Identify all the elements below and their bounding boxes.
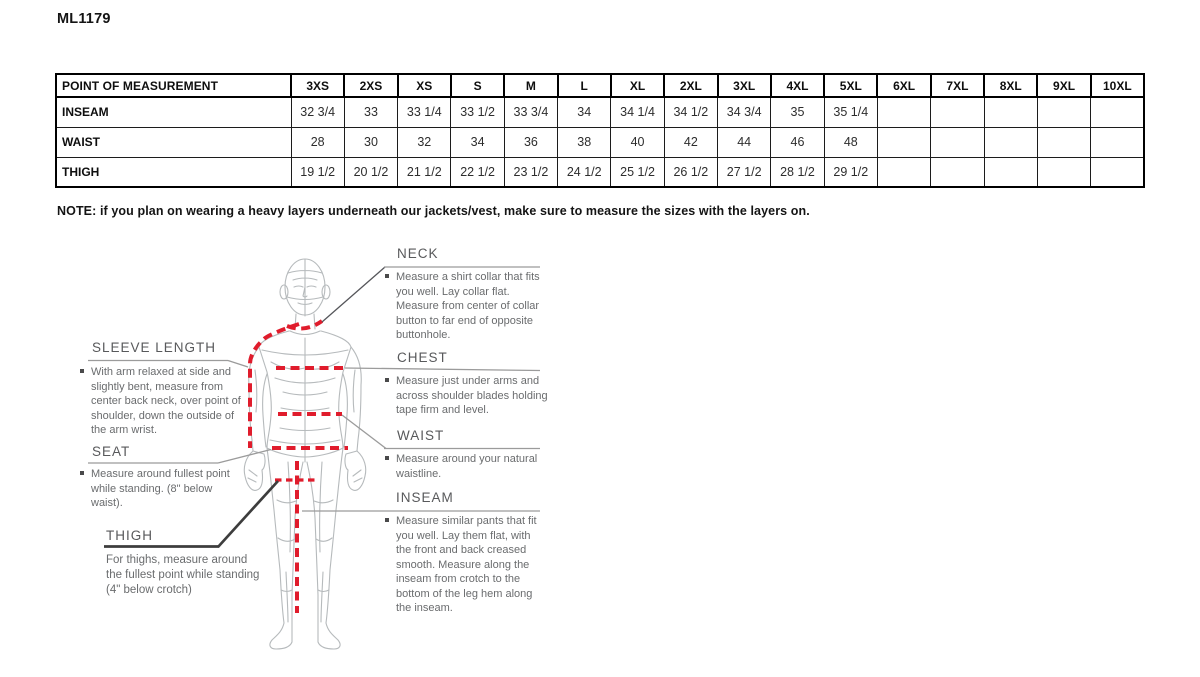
sleeve-length-label: SLEEVE LENGTH <box>92 340 217 355</box>
size-value-cell: 21 1/2 <box>398 157 451 187</box>
size-value-cell: 44 <box>718 127 771 157</box>
size-value-cell: 33 <box>344 97 397 127</box>
waist-callout-line <box>342 415 386 449</box>
neck-description <box>385 270 548 343</box>
waist-label: WAIST <box>397 428 445 443</box>
seat-label: SEAT <box>92 444 131 459</box>
size-value-cell: 33 1/2 <box>451 97 504 127</box>
size-value-cell: 26 1/2 <box>664 157 717 187</box>
size-column-header: 7XL <box>931 74 984 97</box>
size-value-cell: 35 <box>771 97 824 127</box>
seat-description-text: Measure around fullest point while standing. (8" below waist). <box>91 468 230 510</box>
size-value-cell <box>877 97 930 127</box>
size-value-cell <box>1091 157 1144 187</box>
size-value-cell: 25 1/2 <box>611 157 664 187</box>
size-value-cell <box>1091 97 1144 127</box>
size-column-header: XS <box>398 74 451 97</box>
measurement-row <box>56 157 1144 187</box>
size-value-cell <box>877 127 930 157</box>
chest-callout-line <box>345 368 540 371</box>
size-value-cell: 23 1/2 <box>504 157 557 187</box>
size-value-cell: 34 3/4 <box>718 97 771 127</box>
size-column-header: M <box>504 74 557 97</box>
size-value-cell: 35 1/4 <box>824 97 877 127</box>
note-text: NOTE: if you plan on wearing a heavy layers underneath our jackets/vest, make sure to measure the sizes with the layers on. <box>57 204 810 218</box>
size-value-cell <box>1037 97 1090 127</box>
sleeve-length-description <box>80 365 245 438</box>
size-value-cell: 46 <box>771 127 824 157</box>
size-value-cell <box>984 127 1037 157</box>
neck-label: NECK <box>397 246 439 261</box>
size-column-header: 4XL <box>771 74 824 97</box>
neck-description-text: Measure a shirt collar that fits you well. Lay collar flat. Measure from center of collar button to far end of opposite buttonhole. <box>396 271 540 342</box>
size-value-cell: 28 <box>291 127 344 157</box>
size-value-cell: 29 1/2 <box>824 157 877 187</box>
size-value-cell: 34 <box>558 97 611 127</box>
measurement-row <box>56 97 1144 127</box>
size-column-header: 9XL <box>1037 74 1090 97</box>
size-value-cell: 32 3/4 <box>291 97 344 127</box>
size-value-cell <box>1037 127 1090 157</box>
chest-label: CHEST <box>397 350 448 365</box>
bullet-icon <box>80 471 84 475</box>
measurement-label: WAIST <box>56 127 291 157</box>
size-column-header: 8XL <box>984 74 1037 97</box>
size-value-cell <box>931 127 984 157</box>
size-value-cell: 48 <box>824 127 877 157</box>
size-value-cell <box>931 97 984 127</box>
size-column-header: 3XS <box>291 74 344 97</box>
size-value-cell: 20 1/2 <box>344 157 397 187</box>
size-value-cell <box>1091 127 1144 157</box>
inseam-label: INSEAM <box>396 490 454 505</box>
size-value-cell: 34 1/4 <box>611 97 664 127</box>
size-value-cell <box>1037 157 1090 187</box>
waist-description-text: Measure around your natural waistline. <box>396 453 538 480</box>
size-value-cell <box>984 157 1037 187</box>
bullet-icon <box>385 378 389 382</box>
size-column-header: 10XL <box>1091 74 1144 97</box>
inseam-description <box>385 514 548 616</box>
size-table <box>55 73 1145 188</box>
bullet-icon <box>385 518 389 522</box>
thigh-description-text: For thighs, measure around the fullest point while standing (4" below crotch) <box>106 554 260 597</box>
size-value-cell: 32 <box>398 127 451 157</box>
size-value-cell: 34 1/2 <box>664 97 717 127</box>
size-value-cell: 33 1/4 <box>398 97 451 127</box>
bullet-icon <box>385 274 389 278</box>
point-of-measurement-header: POINT OF MEASUREMENT <box>56 74 291 97</box>
sleeve-length-description-text: With arm relaxed at side and slightly bent, measure from center back neck, over point of shoulder, down the outside of the arm wrist. <box>91 366 241 437</box>
size-value-cell: 24 1/2 <box>558 157 611 187</box>
size-column-header: 2XS <box>344 74 397 97</box>
measurement-label: INSEAM <box>56 97 291 127</box>
chest-description <box>385 374 548 418</box>
bullet-icon <box>385 456 389 460</box>
size-value-cell: 40 <box>611 127 664 157</box>
size-column-header: L <box>558 74 611 97</box>
size-value-cell: 19 1/2 <box>291 157 344 187</box>
size-value-cell <box>931 157 984 187</box>
chest-description-text: Measure just under arms and across shoulder blades holding tape firm and level. <box>396 375 548 417</box>
size-column-header: S <box>451 74 504 97</box>
inseam-description-text: Measure similar pants that fit you well. Lay them flat, with the front and back creased smooth. Measure along the inseam from crotch to the bottom of the leg hem along the inseam. <box>396 515 537 615</box>
size-value-cell: 22 1/2 <box>451 157 504 187</box>
seat-description <box>80 467 230 511</box>
size-value-cell: 36 <box>504 127 557 157</box>
size-value-cell: 38 <box>558 127 611 157</box>
size-value-cell: 27 1/2 <box>718 157 771 187</box>
size-column-header: 5XL <box>824 74 877 97</box>
size-column-header: XL <box>611 74 664 97</box>
size-value-cell: 33 3/4 <box>504 97 557 127</box>
neck-callout-line <box>322 267 385 322</box>
size-value-cell: 34 <box>451 127 504 157</box>
size-value-cell: 30 <box>344 127 397 157</box>
seat-callout-line <box>218 450 271 464</box>
size-value-cell: 28 1/2 <box>771 157 824 187</box>
measurement-label: THIGH <box>56 157 291 187</box>
thigh-description <box>106 553 266 599</box>
measurement-row <box>56 127 1144 157</box>
thigh-label: THIGH <box>106 528 153 543</box>
size-value-cell <box>984 97 1037 127</box>
bullet-icon <box>80 369 84 373</box>
size-value-cell: 42 <box>664 127 717 157</box>
size-table-header-row <box>56 74 1144 97</box>
size-column-header: 3XL <box>718 74 771 97</box>
waist-description <box>385 452 548 481</box>
page-title: ML1179 <box>57 11 111 27</box>
size-column-header: 2XL <box>664 74 717 97</box>
size-column-header: 6XL <box>877 74 930 97</box>
size-value-cell <box>877 157 930 187</box>
